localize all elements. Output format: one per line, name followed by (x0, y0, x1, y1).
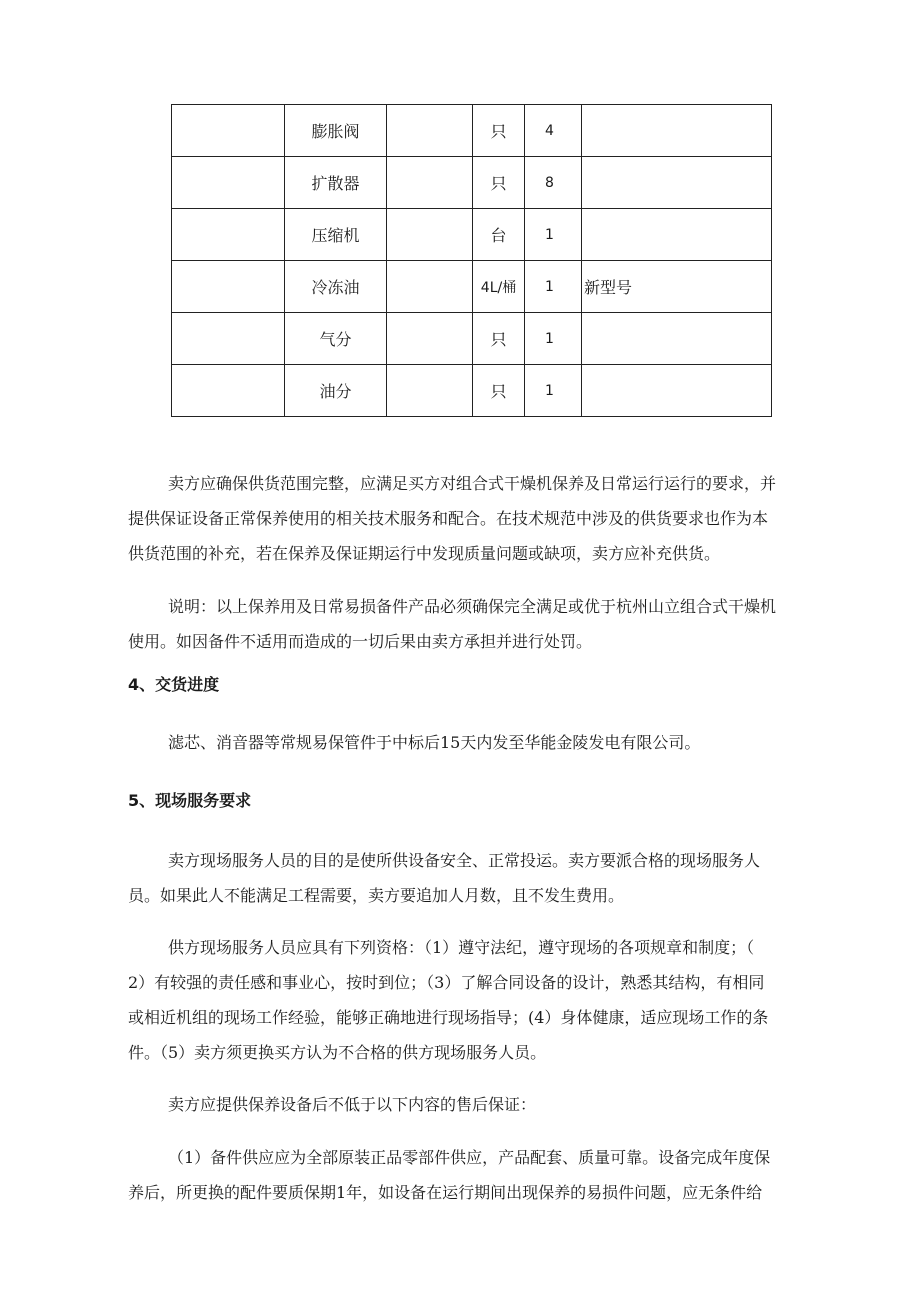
supply-scope-paragraph (128, 466, 813, 571)
table-cell-unit: 只 (473, 105, 525, 157)
table-cell-name: 油分 (285, 365, 387, 417)
text-line: 供货范围的补充，若在保养及保证期运行中发现质量问题或缺项，卖方应补充供货。 (128, 544, 721, 563)
text-line: 养后，所更换的配件要质保期1年，如设备在运行期间出现保养的易损件问题，应无条件给 (128, 1183, 763, 1202)
text-line: 供方现场服务人员应具有下列资格：（1）遵守法纪，遵守现场的各项规章和制度；（ (168, 938, 755, 957)
table-cell-name: 扩散器 (285, 157, 387, 209)
text-line: 员。如果此人不能满足工程需要，卖方要追加人月数，且不发生费用。 (128, 886, 625, 905)
table-row (172, 209, 772, 261)
table-cell-unit: 只 (473, 157, 525, 209)
table-cell-spec (387, 365, 473, 417)
table-cell-spec (387, 105, 473, 157)
table-cell-qty: 1 (525, 209, 582, 261)
text-line: 或相近机组的现场工作经验，能够正确地进行现场指导；(4）身体健康，适应现场工作的条 (128, 1008, 769, 1027)
table-cell-note (582, 105, 772, 157)
table-cell-index (172, 105, 285, 157)
section-heading-onsite-service: 5、现场服务要求 (128, 791, 252, 810)
table-cell-name: 气分 (285, 313, 387, 365)
table-cell-unit: 台 (473, 209, 525, 261)
table-cell-unit: 只 (473, 365, 525, 417)
table-cell-spec (387, 209, 473, 261)
text-line: （1）备件供应应为全部原装正品零部件供应，产品配套、质量可靠。设备完成年度保 (168, 1148, 771, 1167)
warranty-paragraph (128, 1140, 813, 1210)
onsite-service-paragraph (128, 843, 813, 913)
table-cell-spec (387, 313, 473, 365)
text-line: 说明：以上保养用及日常易损备件产品必须确保完全满足或优于杭州山立组合式干燥机 (168, 597, 777, 616)
table-row (172, 313, 772, 365)
table-cell-qty: 1 (525, 261, 582, 313)
text-line: 滤芯、消音器等常规易保管件于中标后15天内发至华能金陵发电有限公司。 (168, 733, 701, 752)
text-line: 卖方应确保供货范围完整，应满足买方对组合式干燥机保养及日常运行运行的要求，并 (168, 474, 777, 493)
table-cell-name: 冷冻油 (285, 261, 387, 313)
spare-parts-table (171, 104, 772, 417)
text-line: 卖方应提供保养设备后不低于以下内容的售后保证： (168, 1095, 537, 1114)
section-heading-delivery: 4、交货进度 (128, 675, 220, 694)
after-sales-paragraph (128, 1087, 813, 1122)
table-row (172, 105, 772, 157)
text-line: 2）有较强的责任感和事业心，按时到位；（3）了解合同设备的设计，熟悉其结构，有相同 (128, 973, 765, 992)
table-cell-note: 新型号 (582, 261, 772, 313)
delivery-paragraph (128, 725, 813, 760)
note-paragraph (128, 589, 813, 659)
table-cell-spec (387, 157, 473, 209)
table-cell-unit: 4L/桶 (473, 261, 525, 313)
table-cell-qty: 8 (525, 157, 582, 209)
table-row (172, 261, 772, 313)
table-cell-note (582, 157, 772, 209)
table-cell-index (172, 261, 285, 313)
table-cell-note (582, 209, 772, 261)
table-cell-unit: 只 (473, 313, 525, 365)
table-cell-name: 膨胀阀 (285, 105, 387, 157)
table-cell-index (172, 157, 285, 209)
table-cell-name: 压缩机 (285, 209, 387, 261)
qualification-paragraph (128, 930, 813, 1070)
text-line: 使用。如因备件不适用而造成的一切后果由卖方承担并进行处罚。 (128, 632, 593, 651)
table-cell-spec (387, 261, 473, 313)
table-cell-index (172, 365, 285, 417)
table-cell-index (172, 313, 285, 365)
text-line: 卖方现场服务人员的目的是使所供设备安全、正常投运。卖方要派合格的现场服务人 (168, 851, 761, 870)
text-line: 件。（5）卖方须更换买方认为不合格的供方现场服务人员。 (128, 1043, 547, 1062)
table-cell-qty: 4 (525, 105, 582, 157)
table-cell-qty: 1 (525, 365, 582, 417)
table-row (172, 157, 772, 209)
text-line: 提供保证设备正常保养使用的相关技术服务和配合。在技术规范中涉及的供货要求也作为本 (128, 509, 769, 528)
table-cell-note (582, 313, 772, 365)
table-cell-note (582, 365, 772, 417)
table-cell-qty: 1 (525, 313, 582, 365)
table-row (172, 365, 772, 417)
table-cell-index (172, 209, 285, 261)
